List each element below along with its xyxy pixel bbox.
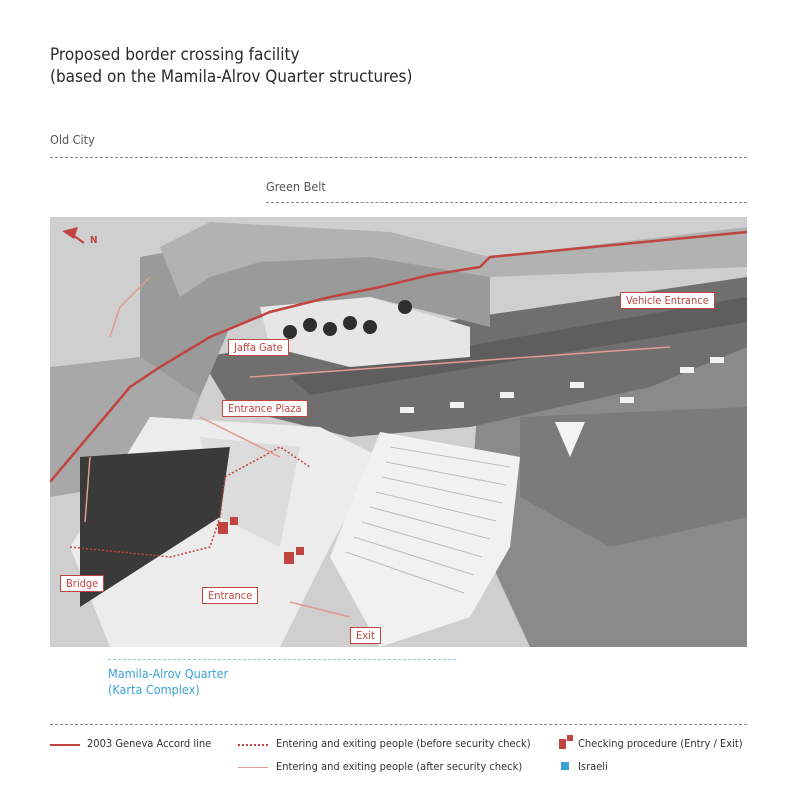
before-check-swatch bbox=[238, 744, 268, 746]
legend-geneva: 2003 Geneva Accord line bbox=[87, 737, 212, 750]
geneva-line-swatch bbox=[50, 744, 80, 746]
mamila-label bbox=[108, 666, 228, 698]
site-map bbox=[50, 217, 747, 647]
title-line-1: Proposed border crossing facility bbox=[50, 45, 300, 65]
mamila-divider bbox=[108, 659, 456, 660]
mamila-label-line-2: (Karta Complex) bbox=[108, 682, 200, 697]
north-label: N bbox=[90, 235, 98, 246]
old-city-divider bbox=[50, 157, 747, 158]
entrance-label: Entrance bbox=[202, 587, 258, 604]
legend-israeli: Israeli bbox=[578, 760, 608, 773]
jaffa-gate-label: Jaffa Gate bbox=[228, 339, 289, 356]
green-belt-divider bbox=[266, 202, 747, 203]
legend-divider bbox=[50, 724, 747, 725]
title-line-2: (based on the Mamila-Alrov Quarter structures) bbox=[50, 67, 413, 87]
old-city-label: Old City bbox=[50, 132, 95, 147]
checking-icon bbox=[558, 734, 574, 750]
entrance-plaza-label: Entrance Plaza bbox=[222, 400, 308, 417]
after-check-swatch bbox=[238, 767, 268, 768]
exit-label: Exit bbox=[350, 627, 381, 644]
page-title bbox=[50, 44, 412, 88]
bridge-label: Bridge bbox=[60, 575, 104, 592]
site-map-drawing bbox=[50, 217, 747, 647]
vehicle-entrance-label: Vehicle Entrance bbox=[620, 292, 715, 309]
legend-after-check: Entering and exiting people (after security check) bbox=[276, 760, 523, 773]
legend-checking: Checking procedure (Entry / Exit) bbox=[578, 737, 743, 750]
israeli-swatch bbox=[561, 762, 569, 770]
legend-before-check: Entering and exiting people (before security check) bbox=[276, 737, 531, 750]
mamila-label-line-1: Mamila-Alrov Quarter bbox=[108, 666, 229, 681]
green-belt-label: Green Belt bbox=[266, 179, 326, 194]
